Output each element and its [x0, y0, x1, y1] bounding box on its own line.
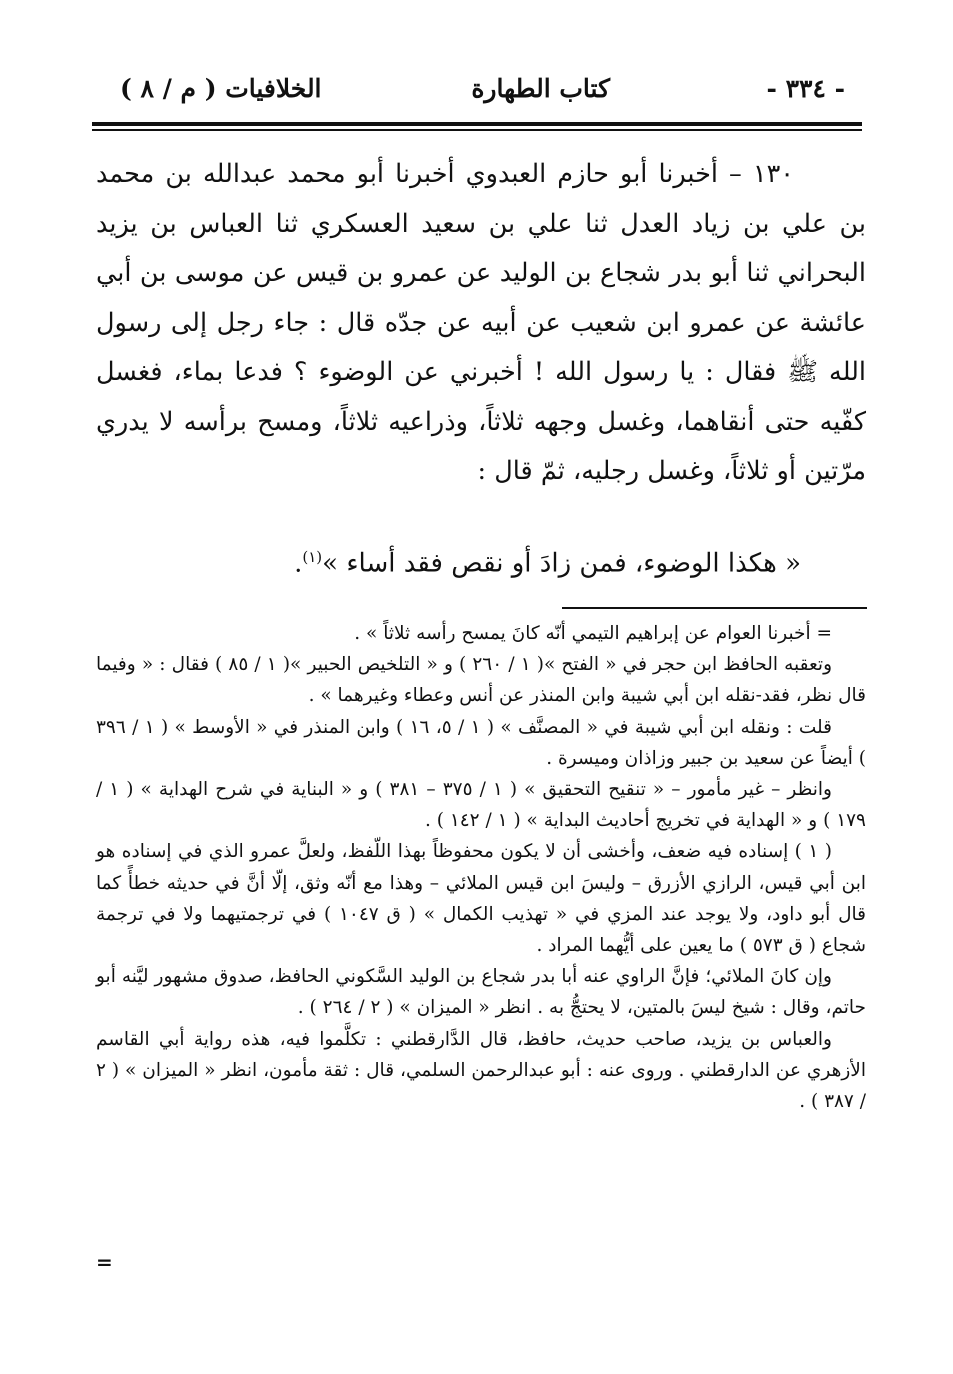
hadith-text: ١٣٠ – أخبرنا أبو حازم العبدوي أخبرنا أبو محمد عبدالله بن محمد بن علي بن زياد العدل ثنا علي بن سعيد العسكري ثنا العباس بن يزيد البحراني ثنا أبو بدر شجاع بن الوليد عن عمرو بن قيس عن موسى بن أبي عائشة عن عمرو ابن شعيب عن أبيه عن جدّه قال : جاء رجل إلى رسول الله ﷺ فقال : يا رسول الله ! أخبرني عن الوضوء ؟ فدعا بماء، فغسل كفّيه حتى أنقاهما، وغسل وجهه ثلاثاً، وذراعيه ثلاثاً، ومسح برأسه لا يدري مرّتين أو ثلاثاً، وغسل رجليه، ثمّ قال : — [96, 159, 866, 486]
footnote-ref: (١) — [302, 548, 323, 566]
footnote-paragraph: ( ١ ) إسناده فيه ضعف، وأخشى أن لا يكون محفوظاً بهذا اللّفظ، ولعلَّ عمرو الذي في إسناده هو ابن أبي قيس، الرازي الأزرق – وليسَ ابن قيس الملائي – وهذا مع أنّه وثق، إلّا أنَّ في حديثه خطأً كما قال أبو داود، ولا يوجد عند المزي في « تهذيب الكمال » ( ق ١٠٤٧ ) في ترجمتيهما ولا في ترجمة شجاع ( ق ٥٧٣ ) ما يعين على أيُّهما المراد . — [96, 841, 867, 957]
quote-text: « هكذا الوضوء، فمن زادَ أو نقص فقد أساء » — [322, 548, 801, 579]
footnote-paragraph: وإن كانَ الملائي؛ فإنَّ الراوي عنه أبا بدر شجاع بن الوليد السَّكوني الحافظ، صدوق مشهور ليَّنه أبو حاتم، وقال : شيخ ليسَ بالمتين، لا يحتجُّ به . انظر « الميزان » ( ٢ / ٢٦٤ ) . — [96, 966, 866, 1019]
hadith-body — [96, 150, 866, 497]
running-header — [120, 70, 845, 120]
footnote-paragraph: قلت : ونقله ابن أبي شيبة في « المصنَّف » ( ١ / ٥، ١٦ ) وابن المنذر في « الأوسط » ( ١ / ٣٩٦ ) أيضاً عن سعيد بن جبير وزاذان وميسرة . — [96, 716, 866, 769]
header-rule-thick — [92, 122, 862, 126]
footnote-separator — [562, 607, 867, 609]
book-title: كتاب الطهارة — [471, 74, 610, 103]
footnote-paragraph: وتعقبه الحافظ ابن حجر في « الفتح »( ١ / ٢٦٠ ) و « التلخيص الحبير »( ١ / ٨٥ ) فقال : « وفيما قال نظر، فقد-نقله ابن أبي شيبة وابن المنذر عن أنس وعطاء وغيرهما » . — [96, 654, 866, 707]
footnotes — [96, 618, 866, 1117]
quote-end: . — [294, 548, 303, 579]
continuation-mark: = — [96, 1250, 113, 1274]
header-rule-thin — [92, 129, 862, 131]
footnote-paragraph: = أخبرنا العوام عن إبراهيم التيمي أنّه كانَ يمسح رأسه ثلاثاً » . — [354, 623, 832, 644]
page-number: - ٣٣٤ - — [766, 74, 845, 103]
section-title: الخلافيات ( م / ٨ ) — [120, 74, 322, 103]
footnote-paragraph: والعباس بن يزيد، صاحب حديث، حافظ، قال الدَّارقطني : تكلَّموا فيه، هذه رواية أبي القاسم الأزهري عن الدارقطني . وروى عنه : أبو عبدالرحمن السلمي، قال : ثقة مأمون، انظر « الميزان » ( ٢ / ٣٨٧ ) . — [96, 1028, 866, 1113]
prophetic-quote — [294, 548, 801, 579]
footnote-paragraph: وانظر – غير مأمور – « تنقيح التحقيق » ( ١ / ٣٧٥ – ٣٨١ ) و « البناية في شرح الهداية » ( ١ / ١٧٩ ) و « الهداية في تخريج أحاديث البداية » ( ١ / ١٤٢ ) . — [96, 779, 866, 832]
